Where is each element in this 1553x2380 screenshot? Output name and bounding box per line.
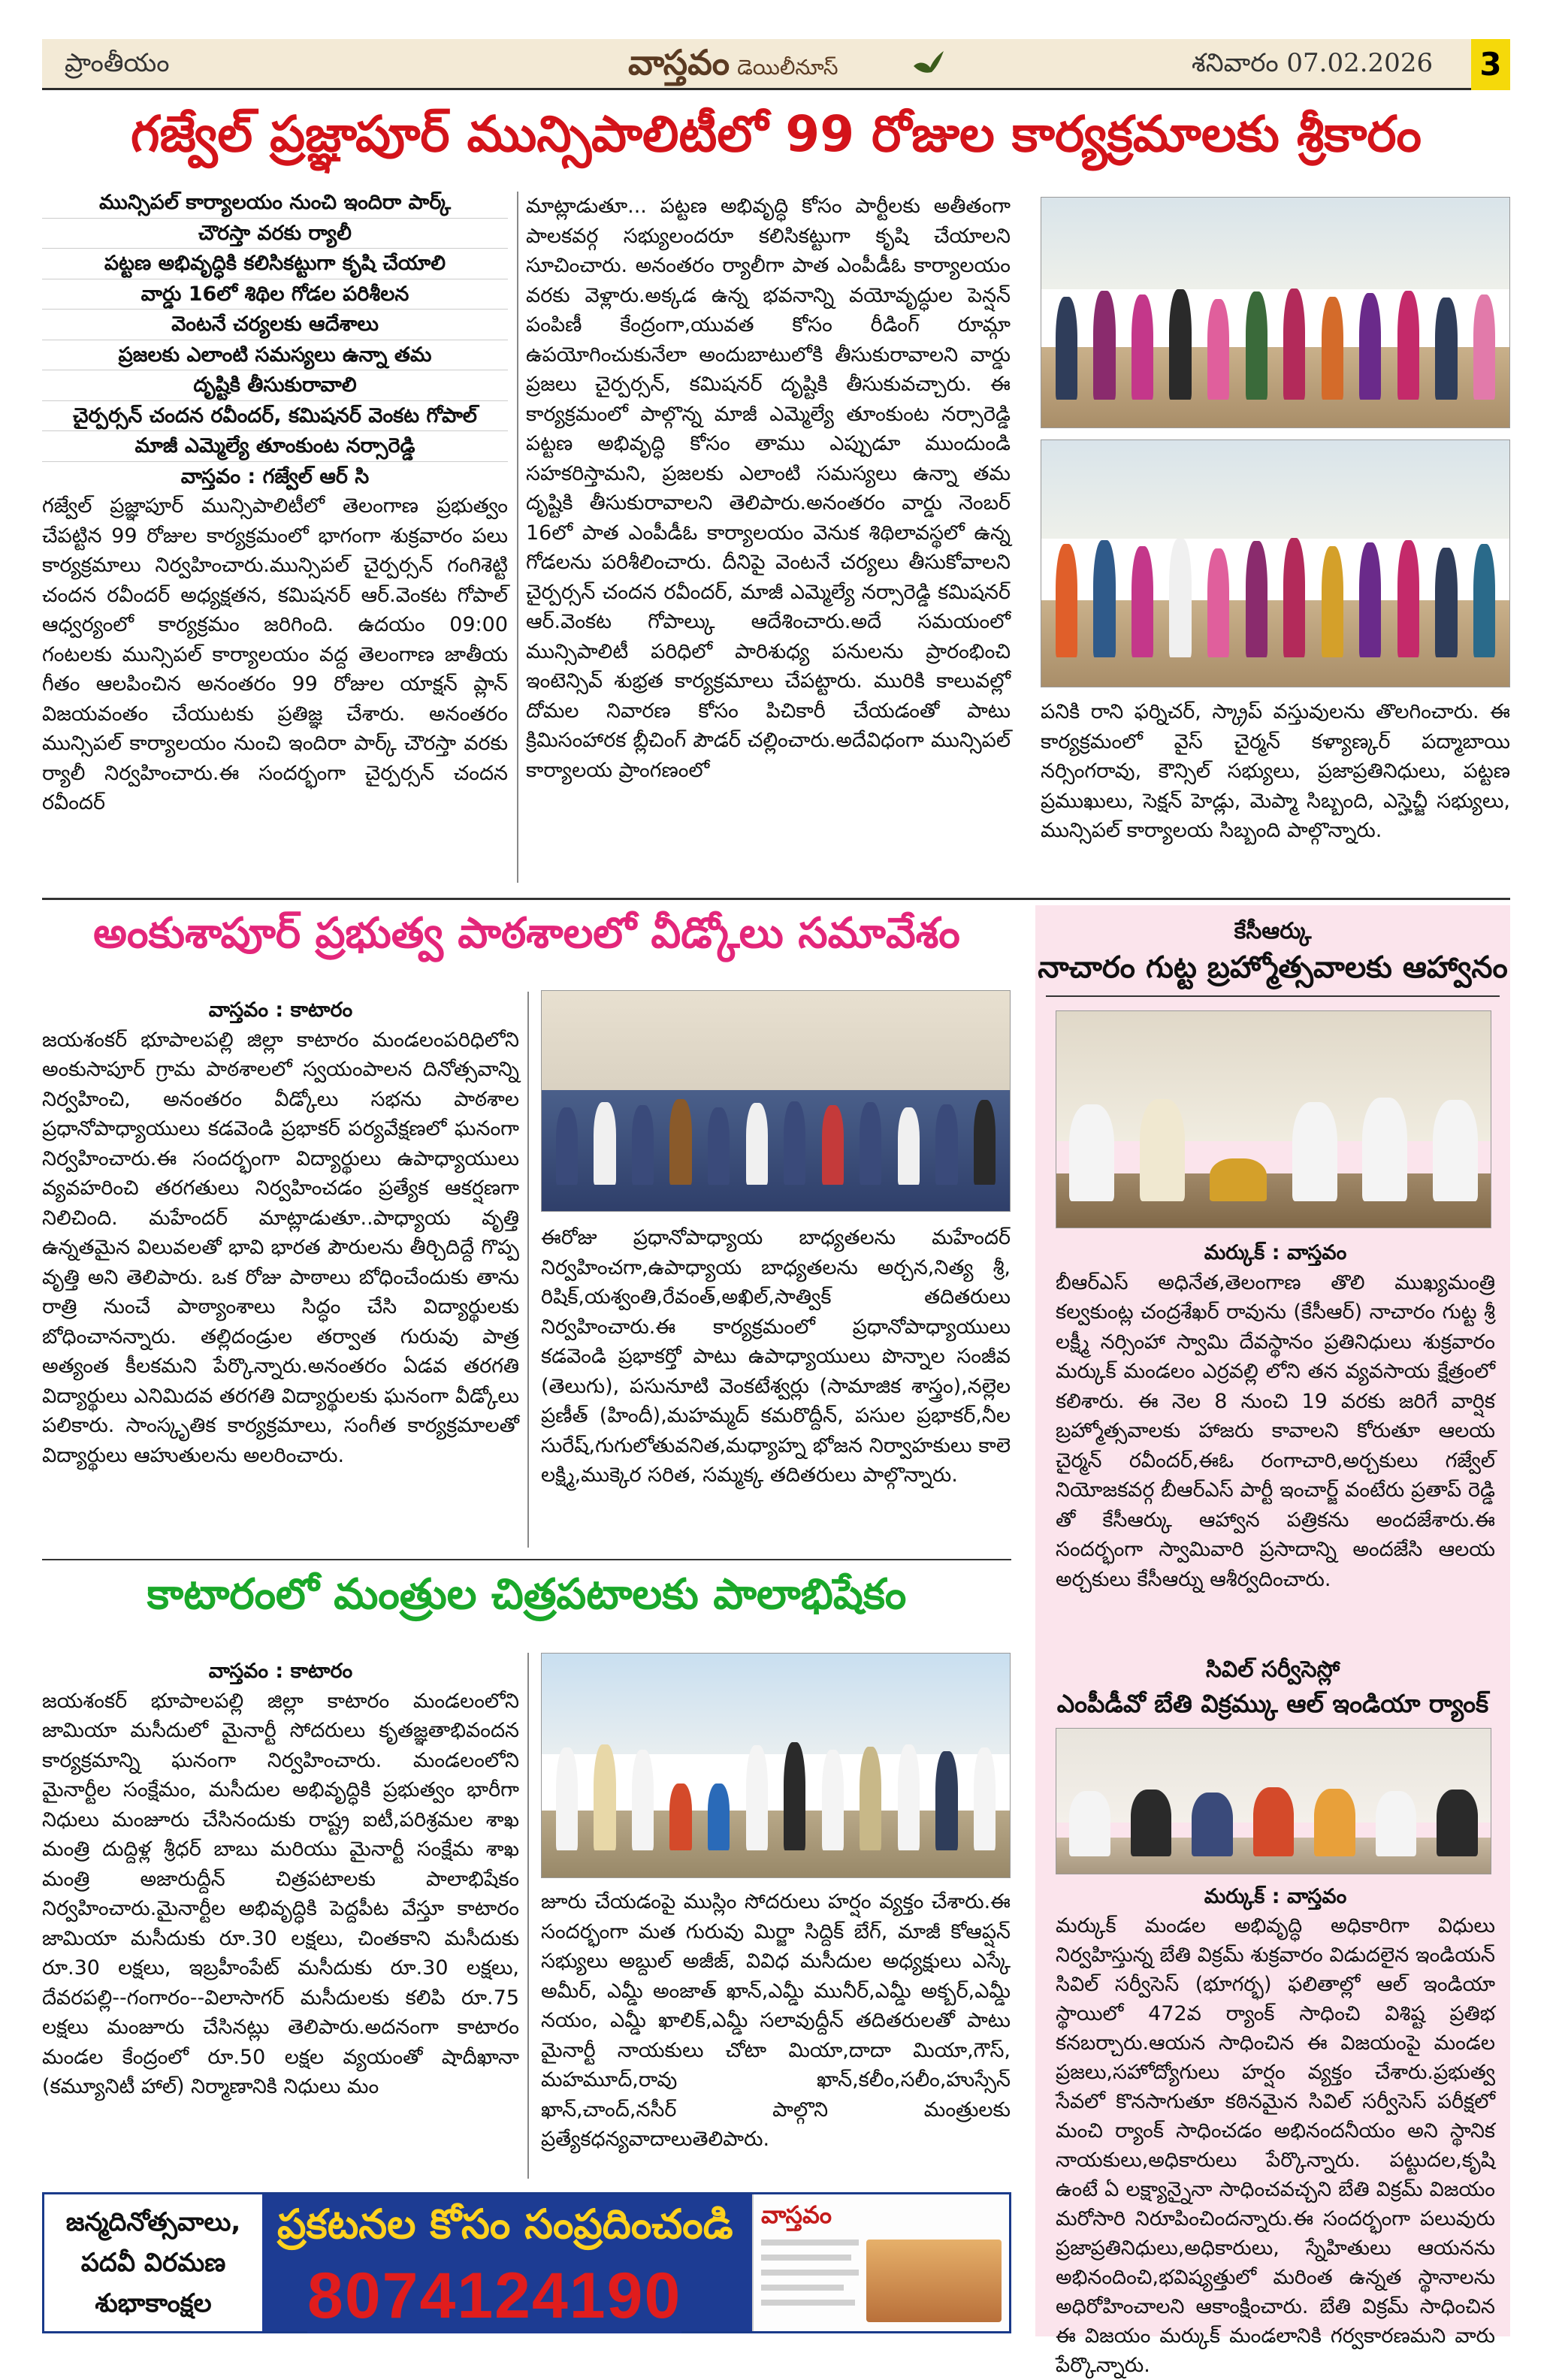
sidebar1-headline: నాచారం గుట్ట బ్రహ్మోత్సవాలకు ఆహ్వానం [1038, 950, 1508, 985]
story2-body-2: ఈరోజు ప్రధానోపాధ్యాయ బాధ్యతలను మహేందర్ నిర్వహించగా,ఉపాధ్యాయ బాధ్యతలను అర్చన,నిత్య శ్రీ, రిషిక్,యశ్వంతి,రేవంత్,అఖిల్,సాత్విక్ తదితరులు నిర్వహించారు.ఈ కార్యక్రమంలో ప్రధానోపాధ్యాయులు కడవెండి ప్రభాకర్తో పాటు ఉపాధ్యాయులు పొన్నాల సంజీవ (తెలుగు), పసునూటి వెంకటేశ్వర్లు (సామాజిక శాస్త్రం),నల్లెల ప్రణీత్ (హిందీ),మహమ్మద్ కమరొద్దీన్, పసుల ప్రభాకర్,నీల సురేష్,గుగులోతువనిత,మధ్యాహ్న భోజన నిర్వాహకులు కాలె లక్ష్మి,ముక్కెర సరిత, సమ్మక్క తదితరులు పాల్గొన్నారు. [541, 1226, 1011, 1487]
sidebar1-byline: మర్కుక్ : వాస్తవం [1204, 1241, 1347, 1264]
sidebar2-photo-vikram [1056, 1728, 1491, 1874]
story2-column-2 [541, 1223, 1011, 1548]
advertisement-banner [42, 2192, 1011, 2333]
highlight-item: వెంటనే చర్యలకు ఆదేశాలు [42, 310, 508, 340]
ad-headline: ప్రకటనల కోసం సంప్రదించండి [277, 2200, 733, 2248]
story2-column-1 [42, 995, 519, 1548]
ad-occasion-line: శుభాకాంక్షల [95, 2288, 212, 2318]
masthead-title: వాస్తవం [628, 42, 730, 83]
sidebar1-photo-kcr [1056, 1010, 1491, 1228]
story1-column-3 [1041, 697, 1510, 892]
masthead [628, 42, 838, 92]
sidebar2-text [1056, 1882, 1495, 2377]
highlight-item: మున్సిపల్ కార్యాలయం నుంచి ఇందిరా పార్క్ [42, 188, 508, 219]
story1-byline: వాస్తవం : గజ్వేల్ ఆర్ సి [180, 464, 370, 488]
ad-contact-box [262, 2194, 752, 2331]
masthead-subtitle: డెయిలీనూస్ [737, 55, 838, 80]
sidebar1-kicker: కేసీఆర్కు [1234, 918, 1312, 944]
highlight-item: చైర్పర్సన్ చందన రవీందర్, కమిషనర్ వెంకట గోపాల్ [42, 401, 508, 432]
story3-photo-palabhishekam [541, 1653, 1011, 1878]
story1-headline: గజ్వేల్ ప్రజ్ఞాపూర్ మున్సిపాలిటీలో 99 రోజుల కార్యక్రమాలకు శ్రీకారం [130, 105, 1422, 163]
highlight-item: వార్డు 16లో శిథిల గోడల పరిశీలన [42, 279, 508, 310]
section-label: ప్రాంతీయం [65, 48, 170, 78]
highlight-item: మాజీ ఎమ్మెల్యే తూంకుంట నర్సారెడ్డి [42, 431, 508, 462]
story1-body-1: గజ్వేల్ ప్రజ్ఞాపూర్ మున్సిపాలిటీలో తెలంగాణ ప్రభుత్వం చేపట్టిన 99 రోజుల కార్యక్రమంలో భాగంగా శుక్రవారం పలు కార్యక్రమాలు నిర్వహించారు.మున్సిపల్ చైర్పర్సన్ గంగిశెట్టి చందన రవీందర్ అధ్యక్షతన, కమిషనర్ ఆర్.వెంకట గోపాల్ ఆధ్వర్యంలో కార్యక్రమం జరిగింది. ఉదయం 09:00 గంటలకు మున్సిపల్ కార్యాలయం వద్ద తెలంగాణ జాతీయ గీతం ఆలపించిన అనంతరం 99 రోజుల యాక్షన్ ప్లాన్ విజయవంతం చేయుటకు ప్రతిజ్ఞ చేశారు. అనంతరం మున్సిపల్ కార్యాలయం నుంచి ఇందిరా పార్క్ చౌరస్తా వరకు ర్యాలీ నిర్వహించారు.ఈ సందర్భంగా చైర్పర్సన్ చందన రవీందర్ [42, 494, 508, 814]
sidebar2-kicker: సివిల్ సర్వీసెస్లో [1205, 1657, 1340, 1683]
ad-newspaper-thumbnail [752, 2194, 1009, 2331]
section-divider [42, 898, 1510, 900]
ad-phone-number: 8074124190 [307, 2260, 682, 2332]
story2-headline: అంకుశాపూర్ ప్రభుత్వ పాఠశాలలో వీడ్కోలు సమావేశం [93, 909, 960, 958]
story1-body-3: పనికి రాని ఫర్నిచర్, స్క్రాప్ వస్తువులను తొలగించారు. ఈ కార్యక్రమంలో వైస్ చైర్మన్ కళ్యాణ్కర్ పద్మాబాయి నర్సింగరావు, కౌన్సిల్ సభ్యులు, ప్రజాప్రతినిధులు, పట్టణ ప్రముఖులు, సెక్షన్ హెడ్లు, మెప్మా సిబ్బంది, ఎస్హెచ్జీ సభ్యులు, మున్సిపల్ కార్యాలయ సిబ్బంది పాల్గొన్నారు. [1041, 700, 1510, 842]
sidebar2-body: మర్కుక్ మండల అభివృద్ధి అధికారిగా విధులు నిర్వహిస్తున్న బేతి విక్రమ్ శుక్రవారం విడుదలైన ఇండియన్ సివిల్ సర్వీసెస్ (భూగర్భ) ఫలితాల్లో ఆల్ ఇండియా స్థాయిలో 472వ ర్యాంక్ సాధించి విశిష్ట ప్రతిభ కనబర్చారు.ఆయన సాధించిన ఈ విజయంపై మండల ప్రజలు,సహోద్యోగులు హర్షం వ్యక్తం చేశారు.ప్రభుత్వ సేవలో కొనసాగుతూ కఠినమైన సివిల్ సర్వీసెస్ పరీక్షలో మంచి ర్యాంక్ సాధించడం అభినందనీయం అని స్థానిక నాయకులు,అధికారులు పేర్కొన్నారు. పట్టుదల,కృషి ఉంటే ఏ లక్ష్యాన్నైనా సాధించవచ్చని బేతి విక్రమ్ విజయం మరోసారి నిరూపించిందన్నారు.ఈ సందర్భంగా పలువురు ప్రజాప్రతినిధులు,అధికారులు, స్నేహితులు ఆయనను అభినందించి,భవిష్యత్తులో మరింత ఉన్నత స్థానాలను అధిరోహించాలని ఆకాంక్షించారు. బేతి విక్రమ్ సాధించిన ఈ విజయం మర్కుక్ మండలానికి గర్వకారణమని వారు పేర్కొన్నారు. [1056, 1914, 1495, 2377]
ad-paper-masthead: వాస్తవం [761, 2200, 832, 2229]
ad-occasion-line: జన్మదినోత్సవాలు, [65, 2207, 241, 2237]
page-number: 3 [1471, 39, 1510, 90]
ad-paper-photo [866, 2240, 1002, 2322]
sidebar-divider [1046, 995, 1500, 997]
story1-photo-rally-2 [1041, 439, 1510, 687]
highlight-item: పట్టణ అభివృద్ధికి కలిసికట్టుగా కృషి చేయాలి [42, 249, 508, 279]
story2-body-1: జయశంకర్ భూపాలపల్లి జిల్లా కాటారం మండలంపరిధిలోని అంకుసాపూర్ గ్రామ పాఠశాలలో స్వయంపాలన దినోత్సవాన్ని నిర్వహించి, అనంతరం వీడ్కోలు సభను పాఠశాల ప్రధానోపాధ్యాయులు కడవెండి ప్రభాకర్ పర్యవేక్షణలో ఘనంగా నిర్వహించారు.ఈ సందర్భంగా విద్యార్థులు ఉపాధ్యాయులు వ్యవహరించి తరగతులు నిర్వహించడం ప్రత్యేక ఆకర్షణగా నిలిచింది. మహేందర్ మాట్లాడుతూ..పాధ్యాయ వృత్తి ఉన్నతమైన విలువలతో భావి భారత పౌరులను తీర్చిదిద్దే గొప్ప వృత్తి అని తెలిపారు. ఒక రోజు పాఠాలు బోధించేందుకు తాను రాత్రి నుంచే పాఠ్యాంశాలు సిద్ధం చేసి విద్యార్థులకు బోధించానన్నారు. తల్లిదండ్రుల తర్వాత గురువు పాత్ర అత్యంత కీలకమని పేర్కొన్నారు.అనంతరం ఏడవ తరగతి విద్యార్థులు ఎనిమిదవ తరగతి విద్యార్థులకు ఘనంగా వీడ్కోలు పలికారు. సాంస్కృతిక కార్యక్రమాలు, సంగీత కార్యక్రమాలతో విద్యార్థులు ఆహుతులను అలరించారు. [42, 1028, 519, 1467]
sidebar2-byline: మర్కుక్ : వాస్తవం [1204, 1885, 1347, 1908]
section-divider [42, 1559, 1011, 1560]
issue-date: శనివారం 07.02.2026 [1192, 48, 1434, 78]
sidebar1-body: బీఆర్ఎస్ అధినేత,తెలంగాణ తొలి ముఖ్యమంత్రి కల్వకుంట్ల చంద్రశేఖర్ రావును (కేసీఆర్) నాచారం గుట్ట శ్రీ లక్ష్మీ నర్సింహా స్వామి దేవస్థానం ప్రతినిధులు శుక్రవారం మర్కుక్ మండలం ఎర్రవల్లి లోని తన వ్యవసాయ క్షేత్రంలో కలిశారు. ఈ నెల 8 నుంచి 19 వరకు జరిగే వార్షిక బ్రహ్మోత్సవాలకు హాజరు కావాలని కోరుతూ ఆలయ చైర్మన్ రవీందర్,ఈఓ రంగాచారి,అర్చకులు గజ్వేల్ నియోజకవర్గ బీఆర్ఎస్ పార్టీ ఇంచార్జ్ వంటేరు ప్రతాప్ రెడ్డి తో కేసీఆర్కు ఆహ్వాన పత్రికను అందజేశారు.ఈ సందర్భంగా స్వామివారి ప్రసాదాన్ని అందజేసి ఆలయ అర్చకులు కేసీఆర్ను ఆశీర్వదించారు. [1056, 1270, 1495, 1591]
column-divider [517, 192, 518, 883]
ad-occasion-line: పదవీ విరమణ [80, 2248, 226, 2278]
dove-icon [912, 50, 945, 86]
page-header [42, 39, 1510, 90]
story2-photo-students [541, 990, 1011, 1212]
story3-byline: వాస్తవం : కాటారం [208, 1660, 353, 1683]
highlight-item: దృష్టికి తీసుకురావాలి [42, 370, 508, 401]
story1-photo-rally-1 [1041, 197, 1510, 428]
story1-body-2: మాట్లాడుతూ... పట్టణ అభివృద్ధి కోసం పార్టీలకు అతీతంగా పాలకవర్గ సభ్యులందరూ కలిసికట్టుగా కృషి చేయాలని సూచించారు. అనంతరం ర్యాలీగా పాత ఎంపీడీఓ కార్యాలయం వరకు వెళ్లారు.అక్కడ ఉన్న భవనాన్ని వయోవృద్ధుల పెన్షన్ పంపిణీ కేంద్రంగా,యువత కోసం రీడింగ్ రూమ్గా ఉపయోగించుకునేలా అందుబాటులోకి తీసుకురావాలని వార్డు ప్రజలు చైర్పర్సన్, కమిషనర్ దృష్టికి తీసుకువచ్చారు. ఈ కార్యక్రమంలో పాల్గొన్న మాజీ ఎమ్మెల్యే తూంకుంట నర్సారెడ్డి పట్టణ అభివృద్ధి కోసం తాము ఎప్పుడూ ముందుండి సహకరిస్తామని, ప్రజలకు ఎలాంటి సమస్యలు ఉన్నా తమ దృష్టికి తీసుకురావాలని తెలిపారు.అనంతరం వార్డు నెంబర్ 16లో పాత ఎంపీడీఓ కార్యాలయం వెనుక శిథిలావస్థలో ఉన్న గోడలను పరిశీలించారు. దీనిపై వెంటనే చర్యలు తీసుకోవాలని చైర్పర్సన్ చందన రవీందర్, మాజీ ఎమ్మెల్యే నర్సారెడ్డి కమిషనర్ ఆర్.వెంకట గోపాల్కు ఆదేశించారు.అదే సమయంలో మున్సిపాలిటీ పరిధిలో పారిశుధ్య పనులను ప్రారంభించి ఇంటెన్సివ్ శుభ్రత కార్యక్రమాలు చేపట్టారు. మురికి కాలువల్లో దోమల నివారణ కోసం పిచికారీ చేయడంతో పాటు క్రిమిసంహారక బ్లీచింగ్ పౌడర్ చల్లించారు.అదేవిధంగా మున్సిపల్ కార్యాలయ ప్రాంగణంలో [526, 195, 1011, 782]
story3-column-2 [541, 1887, 1011, 2184]
story3-headline: కాటారంలో మంత్రుల చిత్రపటాలకు పాలాభిషేకం [147, 1570, 907, 1619]
story1-highlights [42, 188, 508, 462]
story3-column-1 [42, 1657, 519, 2182]
story3-body-1: జయశంకర్ భూపాలపల్లి జిల్లా కాటారం మండలంలోని జామియా మసీదులో మైనార్టీ సోదరులు కృతజ్ఞతాభివందన కార్యక్రమాన్ని ఘనంగా నిర్వహించారు. మండలంలోని మైనార్టీల సంక్షేమం, మసీదుల అభివృద్ధికి ప్రభుత్వం భారీగా నిధులు మంజూరు చేసినందుకు రాష్ట్ర ఐటీ,పరిశ్రమల శాఖ మంత్రి దుద్దిళ్ల శ్రీధర్ బాబు మరియు మైనార్టీ సంక్షేమ శాఖ మంత్రి అజారుద్దీన్ చిత్రపటాలకు పాలాభిషేకం నిర్వహించారు.మైనార్టీల అభివృద్ధికి పెద్దపీట వేస్తూ కాటారం జామియా మసీదుకు రూ.30 లక్షలు, చింతకాని మసీదుకు రూ.30 లక్షలు, ఇబ్రహీంపేట్ మసీదుకు రూ.30 లక్షలు, దేవరపల్లి--గంగారం--విలాసాగర్ మసీదులకు కలిపి రూ.75 లక్షలు మంజూరు చేసినట్లు తెలిపారు.అదనంగా కాటారం మండల కేంద్రంలో రూ.50 లక్షల వ్యయంతో షాదీఖానా (కమ్యూనిటీ హాల్) నిర్మాణానికి నిధులు మం [42, 1689, 519, 2098]
story1-column-1 [42, 188, 508, 886]
highlight-item: ప్రజలకు ఎలాంటి సమస్యలు ఉన్నా తమ [42, 340, 508, 371]
story1-column-2 [526, 192, 1011, 886]
story3-body-2: జూరు చేయడంపై ముస్లిం సోదరులు హర్షం వ్యక్తం చేశారు.ఈ సందర్భంగా మత గురువు మిర్జా సిద్దిక్ బేగ్, మాజీ కోఆప్షన్ సభ్యులు అబ్దుల్ అజీజ్, వివిధ మసీదుల అధ్యక్షులు ఎస్కే అమీర్, ఎమ్డీ అంజాత్ ఖాన్,ఎమ్డీ మునీర్,ఎమ్డీ అక్బర్,ఎమ్డీ నయం, ఎమ్డీ ఖాలిక్,ఎమ్డీ సలావుద్దీన్ తదితరులతో పాటు మైనార్టీ నాయకులు చోటా మియా,దాదా మియా,గౌస్, మహమూద్,రావు ఖాన్,కలీం,సలీం,హుస్సేన్ ఖాన్,చాంద్,నసీర్ పాల్గొని మంత్రులకు ప్రత్యేకధన్యవాదాలుతెలిపారు. [541, 1890, 1011, 2151]
column-divider [527, 992, 529, 1548]
sidebar1-text [1056, 1238, 1495, 1648]
ad-occasions [44, 2194, 262, 2331]
column-divider [527, 1653, 529, 2179]
story2-byline: వాస్తవం : కాటారం [208, 998, 353, 1022]
highlight-item: చౌరస్తా వరకు ర్యాలీ [42, 219, 508, 249]
sidebar2-headline: ఎంపీడీవో బేతి విక్రమ్కు ఆల్ ఇండియా ర్యాంక్ [1056, 1689, 1489, 1718]
